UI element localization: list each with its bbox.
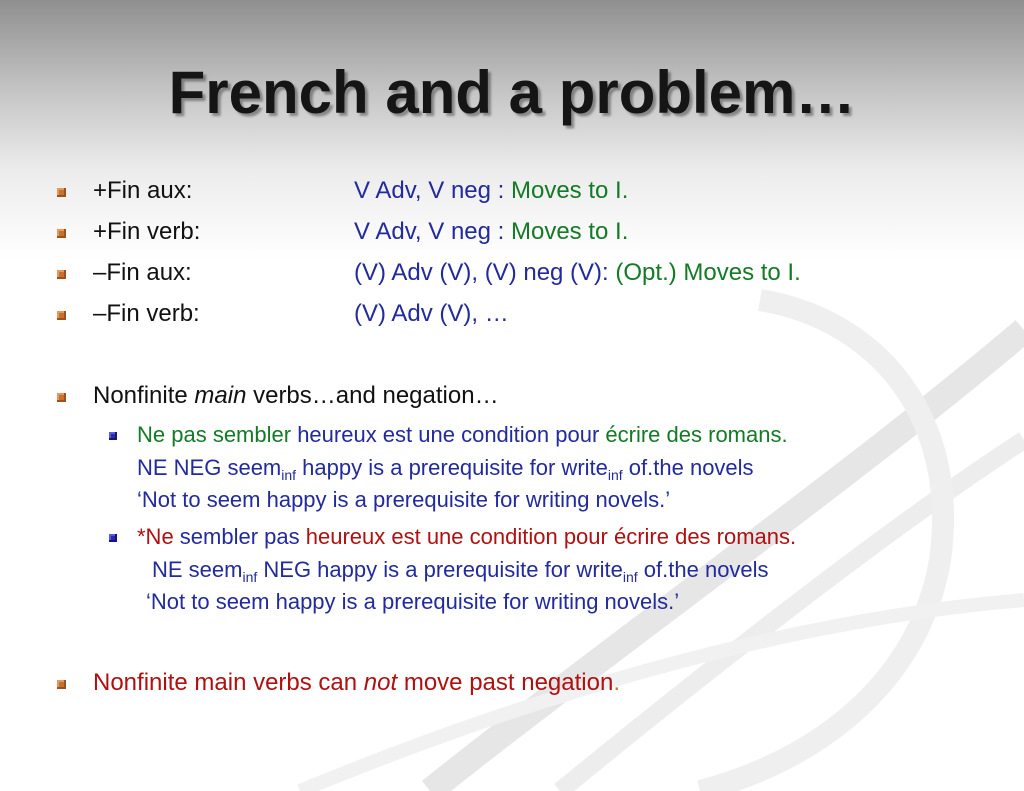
item-value: V Adv, V neg : Moves to I.	[354, 218, 629, 245]
page-title: French and a problem…	[168, 59, 856, 126]
bullet-icon	[57, 270, 66, 279]
example-gloss: NE NEG seem$_{inf}$ happy is a prerequisite for write$_{inf}$ of.the novels	[137, 455, 754, 483]
conclusion: Nonfinite main verbs can not move past negation.	[93, 669, 620, 696]
bullet-icon	[57, 311, 66, 320]
item-label: +Fin verb:	[93, 218, 201, 245]
example-french: Ne pas sembler heureux est une condition pour écrire des romans.	[137, 422, 788, 447]
bullet-icon	[57, 680, 66, 689]
list-item	[93, 259, 801, 287]
section-heading: Nonfinite main verbs…and negation…	[93, 382, 499, 409]
sub-bullet-icon	[109, 432, 117, 440]
example-gloss: NE seem$_{inf}$ NEG happy is a prerequisite for write$_{inf}$ of.the novels	[152, 557, 769, 585]
sub-bullet-icon	[109, 534, 117, 542]
item-label: –Fin aux:	[93, 259, 192, 286]
example-french: *Ne sembler pas heureux est une condition pour écrire des romans.	[137, 524, 797, 549]
bullet-icon	[57, 188, 66, 197]
bullet-icon	[57, 393, 66, 402]
item-label: –Fin verb:	[93, 300, 200, 327]
item-value: (V) Adv (V), (V) neg (V): (Opt.) Moves to I.	[354, 259, 801, 286]
example-translation: ‘Not to seem happy is a prerequisite for writing novels.’	[146, 589, 680, 614]
list-item	[93, 218, 629, 246]
item-label: +Fin aux:	[93, 177, 193, 204]
example-translation: ‘Not to seem happy is a prerequisite for writing novels.’	[137, 487, 671, 512]
list-item	[93, 177, 629, 205]
item-value: (V) Adv (V), …	[354, 300, 509, 327]
item-value: V Adv, V neg : Moves to I.	[354, 177, 629, 204]
list-item	[93, 300, 509, 328]
bullet-icon	[57, 229, 66, 238]
